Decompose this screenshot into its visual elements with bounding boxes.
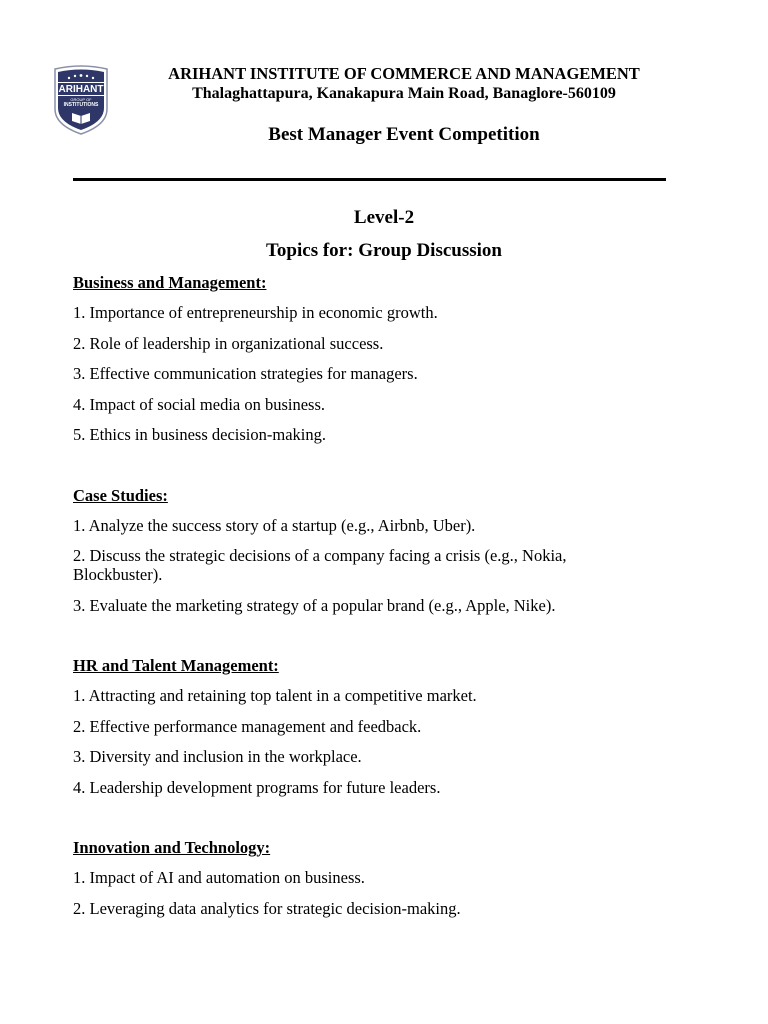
list-item: 1. Impact of AI and automation on business. (73, 868, 365, 887)
logo-text-bottom-2: INSTITUTIONS (63, 102, 99, 108)
list-item: 2. Discuss the strategic decisions of a company facing a crisis (e.g., Nokia, Blockbuster). (73, 546, 567, 584)
section-heading: Innovation and Technology: (73, 838, 271, 857)
list-item: 4. Leadership development programs for future leaders. (73, 777, 441, 797)
header-divider (73, 178, 666, 181)
section-spacer (73, 456, 633, 486)
list-item: 2. Role of leadership in organizational success. (73, 333, 384, 353)
level-heading: Level-2 (353, 207, 415, 228)
list-item: 1. Analyze the success story of a startup (e.g., Airbnb, Uber). (73, 515, 476, 535)
section-heading: HR and Talent Management: (73, 656, 279, 675)
institute-name: ARIHANT INSTITUTE OF COMMERCE AND MANAGEMENT (168, 64, 640, 83)
list-item: 5. Ethics in business decision-making. (73, 425, 326, 444)
section-innovation-technology (73, 838, 633, 918)
list-item: 3. Diversity and inclusion in the workplace. (73, 747, 362, 766)
section-business-management (73, 273, 633, 444)
list-item: 1. Attracting and retaining top talent in a competitive market. (73, 686, 477, 705)
list-item: 4. Impact of social media on business. (73, 394, 326, 414)
logo-text-top: ARIHANT (58, 84, 104, 95)
section-spacer (73, 626, 633, 656)
list-item: 3. Evaluate the marketing strategy of a popular brand (e.g., Apple, Nike). (73, 595, 556, 615)
event-title: Best Manager Event Competition (268, 124, 540, 145)
section-heading: Case Studies: (73, 485, 168, 505)
topics-content (73, 273, 633, 929)
list-item: 2. Leveraging data analytics for strategic decision-making. (73, 898, 461, 918)
section-spacer (73, 808, 633, 838)
logo-text-bottom-1: GROUP OF (70, 97, 92, 102)
list-item: 2. Effective performance management and feedback. (73, 716, 422, 736)
list-item: 3. Effective communication strategies for managers. (73, 364, 418, 383)
list-item: 1. Importance of entrepreneurship in economic growth. (73, 303, 438, 322)
section-hr-talent (73, 656, 633, 797)
section-case-studies (73, 486, 633, 615)
section-heading: Business and Management: (73, 273, 267, 292)
topics-heading: Topics for: Group Discussion (266, 240, 502, 261)
institute-address: Thalaghattapura, Kanakapura Main Road, Banaglore-560109 (192, 85, 616, 102)
